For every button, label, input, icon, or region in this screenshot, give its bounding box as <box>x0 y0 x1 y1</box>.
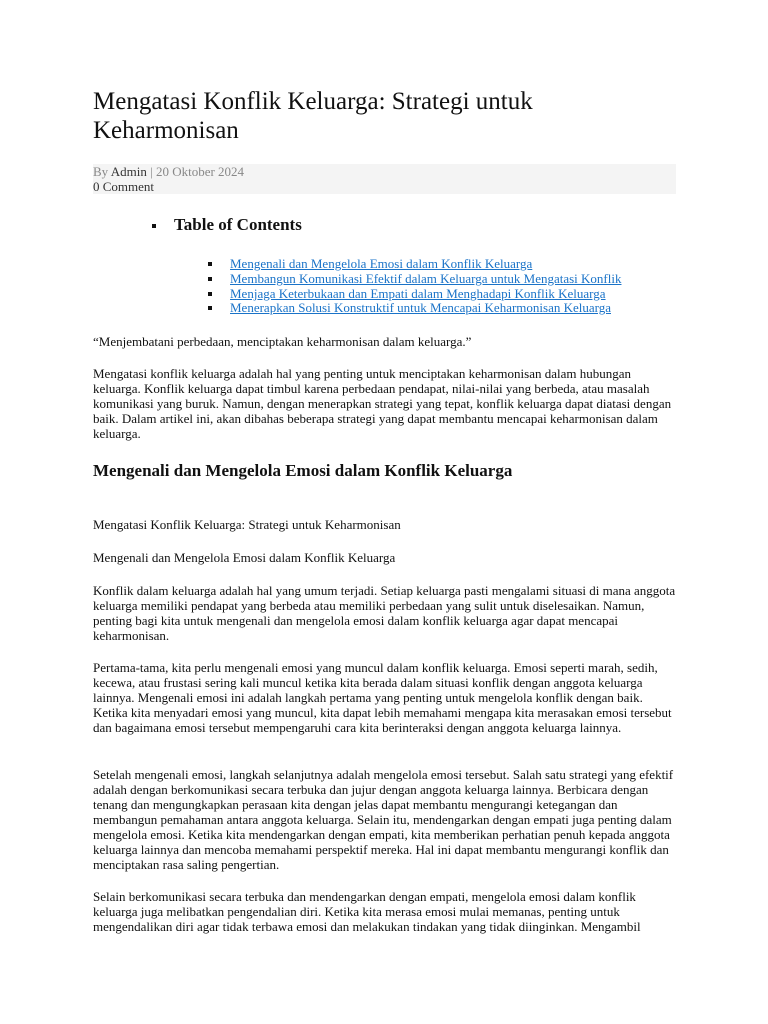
toc-link-3[interactable]: Menjaga Keterbukaan dan Empati dalam Menghadapi Konflik Keluarga <box>230 285 606 301</box>
bullet-icon <box>152 224 156 228</box>
square-bullet-icon <box>208 292 212 296</box>
toc-item <box>230 301 680 316</box>
post-meta <box>93 164 676 194</box>
table-of-contents <box>150 214 670 316</box>
body-paragraph-3: Setelah mengenali emosi, langkah selanjutnya adalah mengelola emosi tersebut. Salah satu strategi yang efektif adalah dengan berkomunikasi secara terbuka dan jujur dengan anggota keluarga lainnya. Berbicara dengan tenang dan mengungkapkan perasaan kita dengan jelas dapat membantu mengurangi ketegangan dan membangun pemahaman antara anggota keluarga. Selain itu, mendengarkan dengan empati juga penting dalam mengelola emosi. Ketika kita mendengarkan dengan empati, kita memberikan perhatian penuh kepada anggota keluarga lainnya dan mencoba memahami perspektif mereka. Hal ini dapat membantu mengurangi konflik dan menciptakan rasa saling pengertian. <box>93 767 674 872</box>
square-bullet-icon <box>208 306 212 310</box>
toc-item <box>230 287 680 302</box>
toc-link-1[interactable]: Mengenali dan Mengelola Emosi dalam Konflik Keluarga <box>230 256 533 271</box>
intro-paragraph: Mengatasi konflik keluarga adalah hal yang penting untuk menciptakan keharmonisan dalam hubungan keluarga. Konflik keluarga dapat timbul karena perbedaan pendapat, nilai-nilai yang berbeda, atau masalah komunikasi yang buruk. Namun, dengan menerapkan strategi yang tepat, konflik keluarga dapat diatasi dengan baik. Dalam artikel ini, akan dibahas beberapa strategi yang dapat membantu mencapai keharmonisan dalam keluarga. <box>93 366 672 441</box>
toc-list <box>230 257 680 316</box>
quote: “Menjembatani perbedaan, menciptakan keharmonisan dalam keluarga.” <box>93 334 472 349</box>
post-date: 20 Oktober 2024 <box>155 164 245 179</box>
meta-separator: | <box>150 164 153 179</box>
body-paragraph-1: Konflik dalam keluarga adalah hal yang umum terjadi. Setiap keluarga pasti mengalami situasi di mana anggota keluarga memiliki pendapat yang berbeda atau memiliki perbedaan yang sulit untuk diselesaikan. Namun, penting bagi kita untuk mengenali dan mengelola emosi dalam konflik keluarga agar dapat mencapai keharmonisan. <box>93 583 676 643</box>
toc-heading[interactable] <box>150 214 670 236</box>
repeated-title-line: Mengatasi Konflik Keluarga: Strategi untuk Keharmonisan <box>93 517 401 532</box>
section-heading: Mengenali dan Mengelola Emosi dalam Konflik Keluarga <box>93 461 513 480</box>
author-link[interactable]: Admin <box>110 164 147 179</box>
toc-link-2[interactable]: Membangun Komunikasi Efektif dalam Keluarga untuk Mengatasi Konflik <box>230 270 622 286</box>
toc-heading-label: Table of Contents <box>174 215 302 234</box>
toc-item <box>230 272 680 287</box>
body-paragraph-4: Selain berkomunikasi secara terbuka dan mendengarkan dengan empati, mengelola emosi dalam konflik keluarga juga melibatkan pengendalian diri. Ketika kita merasa emosi mulai memanas, penting untuk mengendalikan diri agar tidak terbawa emosi dan melakukan tindakan yang tidak diinginkan. Mengambil <box>93 889 641 934</box>
square-bullet-icon <box>208 262 212 266</box>
square-bullet-icon <box>208 277 212 281</box>
by-label: By <box>93 164 109 179</box>
toc-item <box>230 257 680 272</box>
comment-count-link[interactable]: 0 Comment <box>93 179 155 194</box>
repeated-heading-line: Mengenali dan Mengelola Emosi dalam Konflik Keluarga <box>93 550 396 565</box>
page-title: Mengatasi Konflik Keluarga: Strategi untuk Keharmonisan <box>93 88 533 144</box>
toc-link-4[interactable]: Menerapkan Solusi Konstruktif untuk Mencapai Keharmonisan Keluarga <box>230 300 611 316</box>
body-paragraph-2: Pertama-tama, kita perlu mengenali emosi yang muncul dalam konflik keluarga. Emosi seperti marah, sedih, kecewa, atau frustasi sering kali muncul ketika kita berada dalam situasi konflik dengan anggota keluarga lainnya. Mengenali emosi ini adalah langkah pertama yang penting untuk mengelola konflik dengan baik. Ketika kita menyadari emosi yang muncul, kita dapat lebih memahami mengapa kita merasakan emosi tersebut dan bagaimana emosi tersebut mempengaruhi cara kita berinteraksi dengan anggota keluarga lainnya. <box>93 660 672 735</box>
